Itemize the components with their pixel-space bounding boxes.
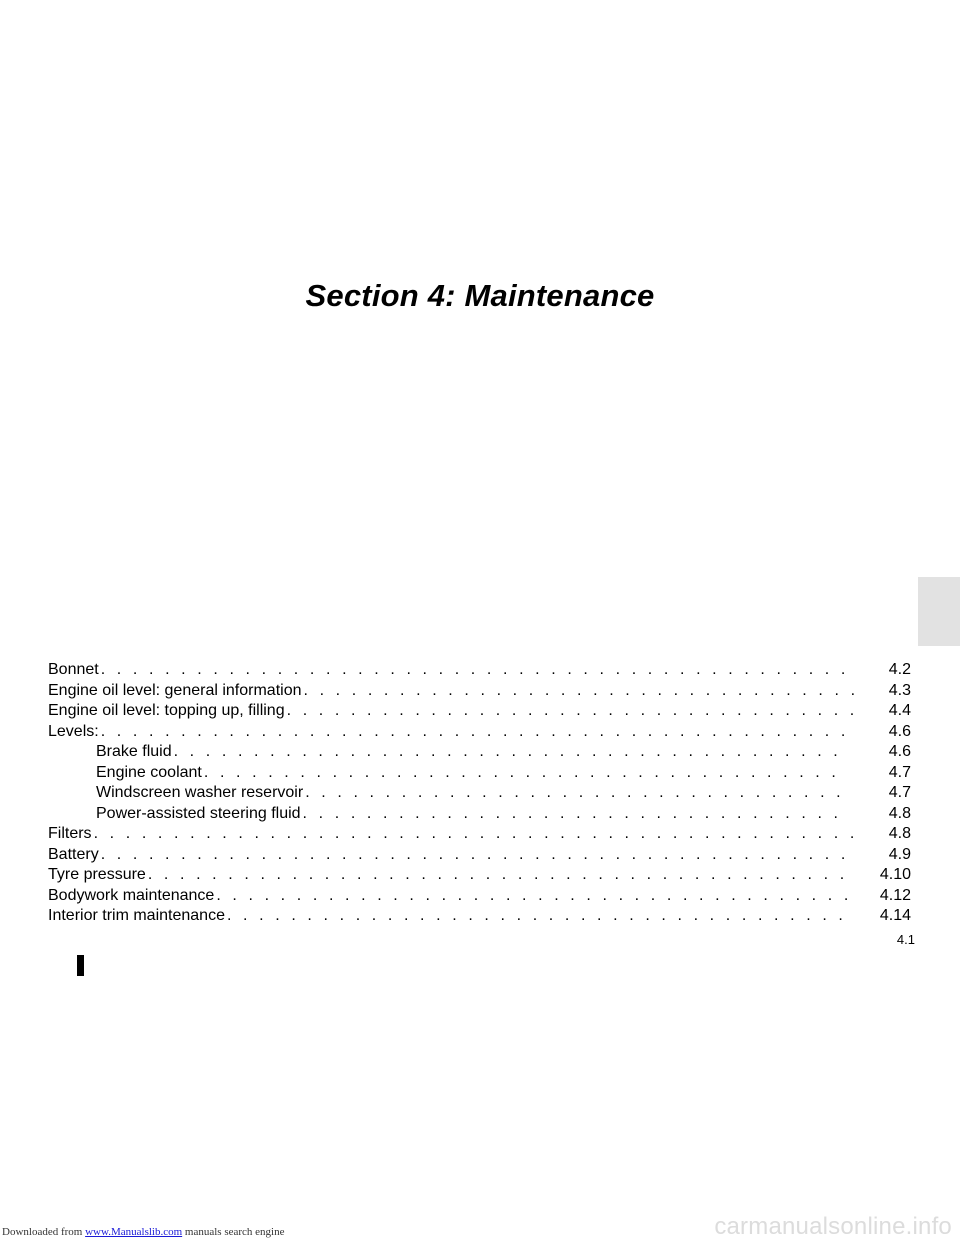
dot-leader: [101, 660, 855, 681]
toc-entry-filters[interactable]: [48, 824, 911, 845]
toc-entry-label: Levels:: [48, 722, 99, 740]
print-marker: [77, 955, 84, 976]
toc-subentry-brake-fluid[interactable]: [48, 742, 911, 763]
toc-entry-page: 4.6: [888, 722, 911, 740]
toc-entry-label: Filters: [48, 825, 92, 842]
dot-leader: [303, 681, 855, 702]
toc-entry-page: 4.12: [879, 886, 911, 904]
toc-entry-label: Windscreen washer reservoir: [96, 784, 304, 801]
dot-leader: [287, 701, 855, 722]
toc-entry-page: 4.7: [888, 784, 911, 801]
toc-entry-label: Engine oil level: topping up, filling: [48, 702, 285, 719]
toc-entry-page: 4.6: [888, 743, 911, 760]
toc-entry-label: Bodywork maintenance: [48, 886, 215, 904]
dot-leader: [305, 783, 841, 804]
dot-leader: [101, 845, 855, 866]
toc-entry-page: 4.2: [888, 661, 911, 678]
section-side-tab: [918, 577, 960, 646]
toc-entry-bonnet[interactable]: [48, 660, 911, 681]
toc-entry-levels[interactable]: [48, 722, 911, 743]
toc-entry-label: Battery: [48, 845, 99, 863]
toc-entry-label: Bonnet: [48, 661, 99, 678]
toc-entry-label: Engine coolant: [96, 763, 202, 781]
toc-entry-page: 4.14: [879, 907, 911, 924]
toc-entry-engine-oil-general[interactable]: [48, 681, 911, 702]
toc-entry-page: 4.7: [888, 763, 911, 781]
toc-entry-label: Engine oil level: general information: [48, 681, 302, 699]
toc-entry-label: Brake fluid: [96, 743, 172, 760]
dot-leader: [174, 742, 841, 763]
dot-leader: [94, 824, 855, 845]
toc-subentry-engine-coolant[interactable]: [48, 763, 911, 784]
toc-entry-page: 4.9: [888, 845, 911, 863]
toc-entry-label: Power-assisted steering fluid: [96, 804, 301, 822]
dot-leader: [216, 886, 855, 907]
toc-entry-interior-trim[interactable]: [48, 906, 911, 927]
toc-entry-bodywork-maintenance[interactable]: [48, 886, 911, 907]
toc-entry-page: 4.8: [888, 825, 911, 842]
toc-entry-engine-oil-topping-up[interactable]: [48, 701, 911, 722]
toc-entry-page: 4.3: [888, 681, 911, 699]
toc-entry-page: 4.10: [879, 866, 911, 883]
toc-entry-page: 4.8: [888, 804, 911, 822]
toc-entry-battery[interactable]: [48, 845, 911, 866]
toc-entry-label: Interior trim maintenance: [48, 907, 225, 924]
dot-leader: [227, 906, 855, 927]
toc-entry-tyre-pressure[interactable]: [48, 865, 911, 886]
section-title: Section 4: Maintenance: [305, 278, 655, 313]
toc-subentry-windscreen-washer[interactable]: [48, 783, 911, 804]
dot-leader: [303, 804, 841, 825]
table-of-contents: [48, 660, 911, 927]
footer-link[interactable]: www.Manualslib.com: [85, 1226, 183, 1238]
footer-prefix: Downloaded from: [2, 1226, 83, 1238]
toc-entry-page: 4.4: [888, 702, 911, 719]
dot-leader: [204, 763, 841, 784]
watermark: carmanualsonline.info: [714, 1213, 952, 1240]
footer-suffix: manuals search engine: [184, 1226, 285, 1238]
download-footer: [2, 1226, 284, 1238]
toc-subentry-power-steering-fluid[interactable]: [48, 804, 911, 825]
dot-leader: [101, 722, 855, 743]
toc-entry-label: Tyre pressure: [48, 866, 146, 883]
dot-leader: [148, 865, 855, 886]
page-number: 4.1: [896, 932, 915, 947]
